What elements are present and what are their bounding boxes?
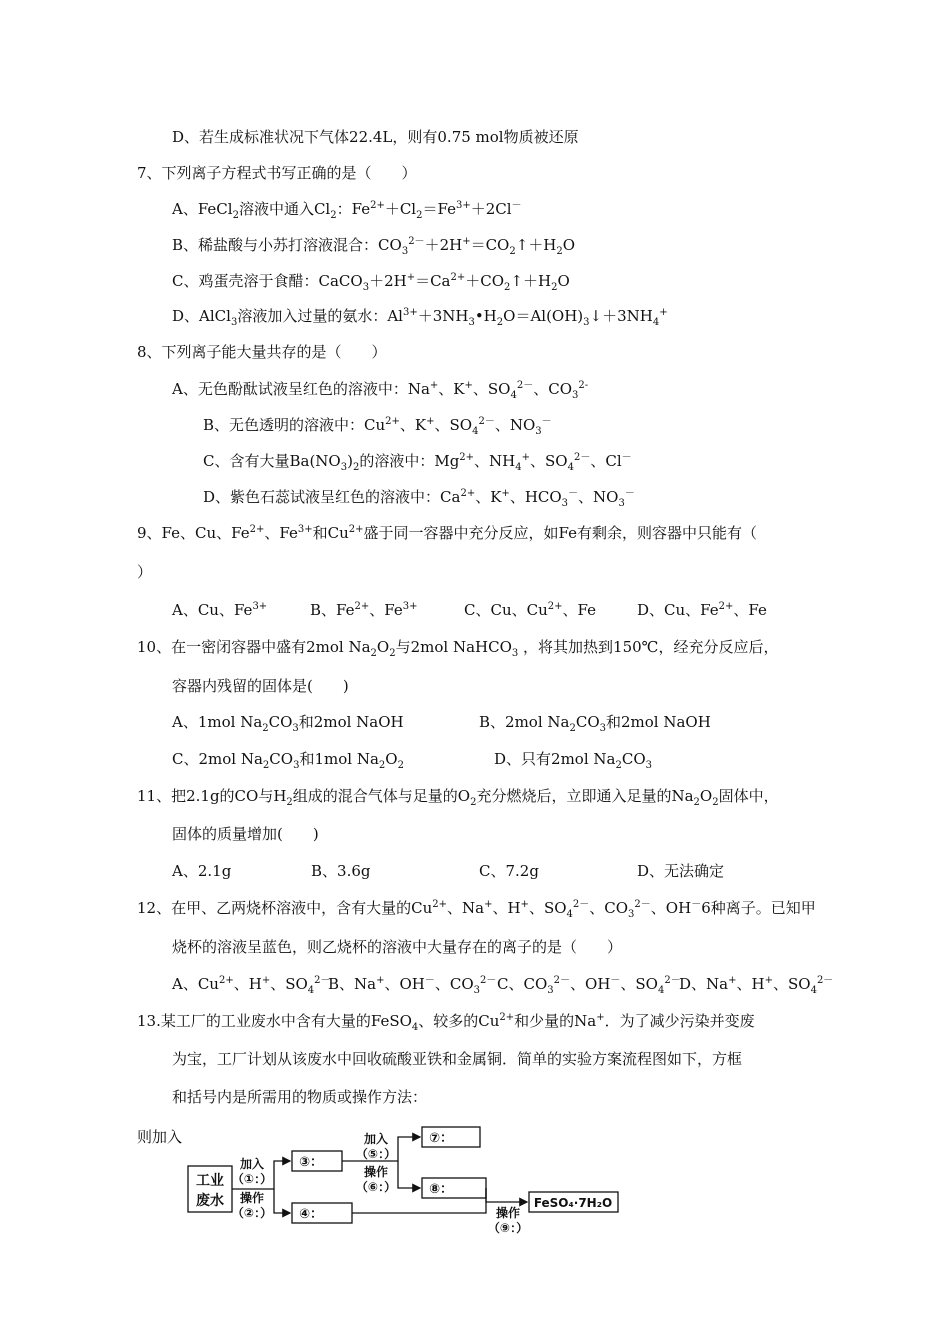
q10-option-a: A、1mol $Na_2CO_3$和2mol NaOH: [172, 713, 404, 734]
q12-option-d: D、Na+、H+、$SO_4^{2-}$: [679, 975, 834, 996]
q8-option-d: D、紫色石蕊试液呈红色的溶液中：$Ca^{2+}$、K+、$HCO_3^-$、$NO_3^-$: [203, 488, 635, 509]
box4-label: ④：: [299, 1207, 324, 1222]
q8-stem: 8、下列离子能大量共存的是（ ）: [137, 343, 387, 361]
start-label-2: 废水: [196, 1193, 224, 1209]
q7-option-c: C、鸡蛋壳溶于食醋：$CaCO_3+2H^+=Ca^{2+}+CO_2↑+H_2O$: [172, 272, 570, 293]
start-label-1: 工业: [196, 1173, 224, 1189]
q9-option-d: D、Cu、$Fe^{2+}$、Fe: [637, 601, 767, 619]
box8-label: ⑧：: [429, 1182, 454, 1197]
q12-stem-cont: 烧杯的溶液呈蓝色，则乙烧杯的溶液中大量存在的离子的是（ ）: [172, 938, 623, 956]
q10-option-c: C、2mol $Na_2CO_3$和1mol $Na_2O_2$: [172, 750, 404, 771]
op2-label: 操作: [239, 1191, 265, 1205]
q11-stem: 11、把2.1g的CO与$H_2$组成的混合气体与足量的$O_2$充分燃烧后，立即通入足量的$Na_2O_2$固体中，: [137, 787, 779, 808]
q7-option-b: B、稀盐酸与小苏打溶液混合：$CO_3^{2-}+2H^+=CO_2↑+H_2O$: [172, 236, 576, 257]
q12-option-a: A、$Cu^{2+}$、H+、$SO_4^{2-}$: [172, 975, 331, 996]
op9-label: 操作: [495, 1206, 521, 1220]
add5-label: 加入: [363, 1132, 389, 1146]
q9-option-b: B、$Fe^{2+}$、$Fe^{3+}$: [310, 601, 418, 619]
q9-stem-cont: ）: [137, 563, 153, 581]
q13-stem-cont1: 为宝，工厂计划从该废水中回收硫酸亚铁和金属铜．简单的实验方案流程图如下，方框: [172, 1050, 743, 1068]
q13-intro: 则加入: [137, 1128, 183, 1146]
arrow-to-8: [398, 1161, 420, 1188]
op6-label: 操作: [363, 1165, 389, 1179]
op9-bracket: （⑨：）: [487, 1221, 529, 1235]
q12-stem: 12、在甲、乙两烧杯溶液中，含有大量的$Cu^{2+}$、Na+、H+、$SO_4^{2-}$、$CO_3^{2-}$、OH－6种离子。已知甲: [137, 899, 816, 920]
q13-stem: 13.某工厂的工业废水中含有大量的FeSO$_4$、较多的$Cu^{2+}$和少量的Na+．为了减少污染并变废: [137, 1012, 755, 1033]
op6-bracket: （⑥：）: [355, 1180, 397, 1194]
arrow-to-4: [274, 1189, 290, 1213]
q8-option-b: B、无色透明的溶液中：$Cu^{2+}$、K+、$SO_4^{2-}$、$NO_3^-$: [203, 416, 552, 437]
q11-option-a: A、2.1g: [172, 862, 232, 880]
q11-stem-cont: 固体的质量增加( ): [172, 825, 319, 843]
product-label: FeSO₄·7H₂O: [533, 1196, 613, 1210]
q11-option-d: D、无法确定: [637, 862, 725, 880]
op2-bracket: （②：）: [231, 1206, 273, 1220]
box7-label: ⑦：: [429, 1131, 454, 1146]
add1-label: 加入: [239, 1157, 265, 1171]
q7-option-a: A、FeCl$_2$溶液中通入$Cl_2$：$Fe^{2+}+Cl_2=Fe^{3+}+2Cl^-$: [172, 200, 522, 221]
q7-option-d: D、AlCl$_3$溶液加入过量的氨水：$Al^{3+}+3NH_3•H_2O=Al(OH)_3↓+3NH_4^+$: [172, 307, 668, 328]
q12-option-c: C、$CO_3^{2-}$、OH－、$SO_4^{2-}$: [497, 975, 681, 996]
flow-diagram: [186, 1126, 626, 1236]
q6-option-d: D、若生成标准状况下气体22.4L，则有0.75 mol物质被还原: [172, 128, 579, 146]
box3-label: ③：: [299, 1155, 324, 1170]
add1-bracket: （①：）: [231, 1172, 273, 1186]
q9-stem: 9、Fe、Cu、$Fe^{2+}$、$Fe^{3+}$和$Cu^{2+}$盛于同一容器中充分反应，如Fe有剩余，则容器中只能有（: [137, 524, 757, 542]
q9-option-a: A、Cu、$Fe^{3+}$: [172, 601, 268, 619]
q11-option-b: B、3.6g: [311, 862, 371, 880]
q10-stem-cont: 容器内残留的固体是( ): [172, 677, 349, 695]
q10-option-d: D、只有2mol $Na_2CO_3$: [494, 750, 652, 771]
q8-option-a: A、无色酚酞试液呈红色的溶液中：Na+、K+、$SO_4^{2-}$、$CO_3^{2-}$: [172, 380, 589, 401]
q11-option-c: C、7.2g: [479, 862, 539, 880]
q8-option-c: C、含有大量$Ba(NO_3)_2$的溶液中：$Mg^{2+}$、$NH_4^+$、$SO_4^{2-}$、Cl－: [203, 452, 632, 473]
add5-bracket: （⑤：）: [355, 1147, 397, 1161]
arrow-to-product: [486, 1188, 527, 1202]
q10-option-b: B、2mol $Na_2CO_3$和2mol NaOH: [479, 713, 711, 734]
q7-stem: 7、下列离子方程式书写正确的是（ ）: [137, 164, 417, 182]
q13-stem-cont2: 和括号内是所需用的物质或操作方法：: [172, 1088, 428, 1106]
q10-stem: 10、在一密闭容器中盛有2mol $Na_2O_2$与2mol NaHCO$_3$ ，将其加热到150℃，经充分反应后，: [137, 638, 779, 659]
q12-option-b: B、Na+、OH－、$CO_3^{2-}$: [328, 975, 497, 996]
q9-option-c: C、Cu、$Cu^{2+}$、Fe: [464, 601, 596, 619]
